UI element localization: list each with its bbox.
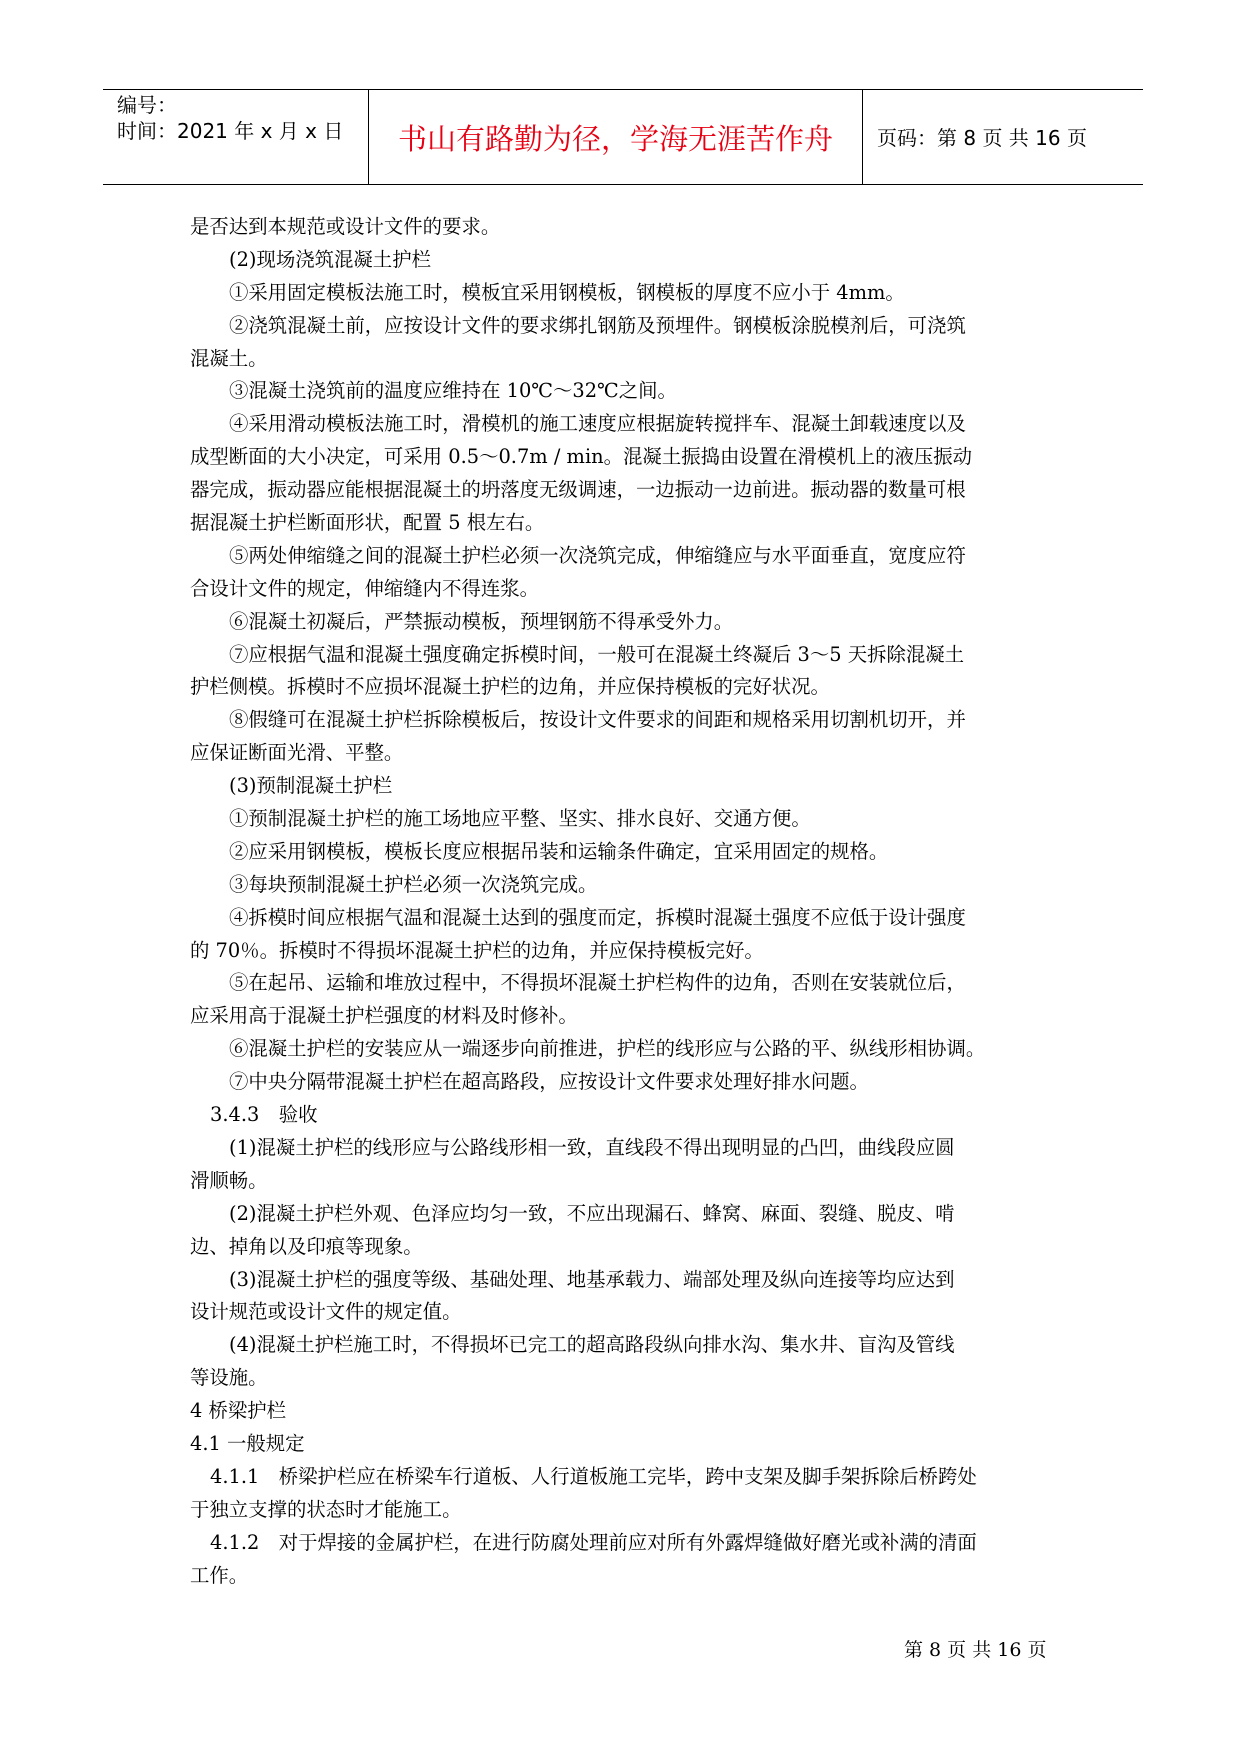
body-line: 混凝土。 [190,346,268,370]
body-line: 护栏侧模。拆模时不应损坏混凝土护栏的边角，并应保持模板的完好状况。 [190,675,830,699]
body-line: ②应采用钢模板，模板长度应根据吊装和运输条件确定，宜采用固定的规格。 [229,839,889,863]
body-line: 据混凝土护栏断面形状，配置 5 根左右。 [190,511,545,535]
body-line: ⑦应根据气温和混凝土强度确定拆模时间，一般可在混凝土终凝后 3～5 天拆除混凝土 [229,642,965,666]
body-line: (2)混凝土护栏外观、色泽应均匀一致，不应出现漏石、蜂窝、麻面、裂缝、脱皮、啃 [229,1201,955,1225]
header-table [103,89,1143,185]
body-line: (3)混凝土护栏的强度等级、基础处理、地基承载力、端部处理及纵向连接等均应达到 [229,1267,955,1291]
body-line: 的 70％。拆模时不得损坏混凝土护栏的边角，并应保持模板完好。 [190,938,764,962]
body-line: 是否达到本规范或设计文件的要求。 [190,215,501,238]
body-line: 4.1.2 对于焊接的金属护栏，在进行防腐处理前应对所有外露焊缝做好磨光或补满的清面 [210,1530,977,1554]
body-line: 边、掉角以及印痕等现象。 [190,1234,423,1258]
section-heading: (2)现场浇筑混凝土护栏 [229,247,431,271]
section-heading: (3)预制混凝土护栏 [229,774,393,798]
body-line: 应保证断面光滑、平整。 [190,741,404,765]
footer-page-number: 第 8 页 共 16 页 [904,1639,1047,1661]
body-line: 成型断面的大小决定，可采用 0.5～0.7m / min。混凝土振捣由设置在滑模机上的液压振动 [190,445,973,469]
body-line: 4.1.1 桥梁护栏应在桥梁车行道板、人行道板施工完毕，跨中支架及脚手架拆除后桥跨处 [210,1464,977,1488]
body-line: ①预制混凝土护栏的施工场地应平整、坚实、排水良好、交通方便。 [229,807,811,831]
body-line: 工作。 [190,1563,249,1587]
body-line: ⑥混凝土护栏的安装应从一端逐步向前推进，护栏的线形应与公路的平、纵线形相协调。 [229,1037,986,1061]
body-line: 应采用高于混凝土护栏强度的材料及时修补。 [190,1004,578,1028]
document-time-label: 时间：2021 年 x 月 x 日 [117,119,344,143]
body-line: ③混凝土浇筑前的温度应维持在 10℃～32℃之间。 [229,379,677,403]
body-line: (4)混凝土护栏施工时，不得损坏已完工的超高路段纵向排水沟、集水井、盲沟及管线 [229,1333,955,1357]
body-line: 滑顺畅。 [190,1168,268,1192]
body-line: ④拆模时间应根据气温和混凝土达到的强度而定，拆模时混凝土强度不应低于设计强度 [229,905,966,929]
header-motto: 书山有路勤为径，学海无涯苦作舟 [397,122,833,156]
section-heading: 4.1 一般规定 [190,1431,305,1455]
body-line: ⑧假缝可在混凝土护栏拆除模板后，按设计文件要求的间距和规格采用切割机切开，并 [229,708,966,732]
chapter-heading: 4 桥梁护栏 [190,1399,287,1423]
body-line: (1)混凝土护栏的线形应与公路线形相一致，直线段不得出现明显的凸凹，曲线段应圆 [229,1135,955,1159]
body-line: ⑥混凝土初凝后，严禁振动模板，预埋钢筋不得承受外力。 [229,609,734,633]
body-line: ⑤两处伸缩缝之间的混凝土护栏必须一次浇筑完成，伸缩缝应与水平面垂直，宽度应符 [229,543,966,567]
body-line: ④采用滑动模板法施工时，滑模机的施工速度应根据旋转搅拌车、混凝土卸载速度以及 [229,412,966,436]
body-line: 于独立支撑的状态时才能施工。 [190,1497,462,1521]
body-content [190,211,1060,1592]
body-line: 合设计文件的规定，伸缩缝内不得连浆。 [190,576,540,600]
header-left-cell [103,90,369,184]
body-line: 等设施。 [190,1366,268,1390]
body-line: ⑤在起吊、运输和堆放过程中，不得损坏混凝土护栏构件的边角，否则在安装就位后， [229,971,966,995]
body-line: 设计规范或设计文件的规定值。 [190,1300,462,1324]
header-page-info: 页码：第 8 页 共 16 页 [877,126,1087,150]
body-line: ⑦中央分隔带混凝土护栏在超高路段，应按设计文件要求处理好排水问题。 [229,1070,869,1094]
document-number-label: 编号： [117,93,177,117]
header-right-cell [863,90,1143,184]
body-line: ①采用固定模板法施工时，模板宜采用钢模板，钢模板的厚度不应小于 4mm。 [229,280,905,304]
body-line: 器完成，振动器应能根据混凝土的坍落度无级调速，一边振动一边前进。振动器的数量可根 [190,478,966,502]
subsection-heading: 3.4.3 验收 [210,1103,318,1127]
body-line: ②浇筑混凝土前，应按设计文件的要求绑扎钢筋及预埋件。钢模板涂脱模剂后，可浇筑 [229,313,966,337]
header-middle-cell [369,90,863,184]
body-line: ③每块预制混凝土护栏必须一次浇筑完成。 [229,872,598,896]
